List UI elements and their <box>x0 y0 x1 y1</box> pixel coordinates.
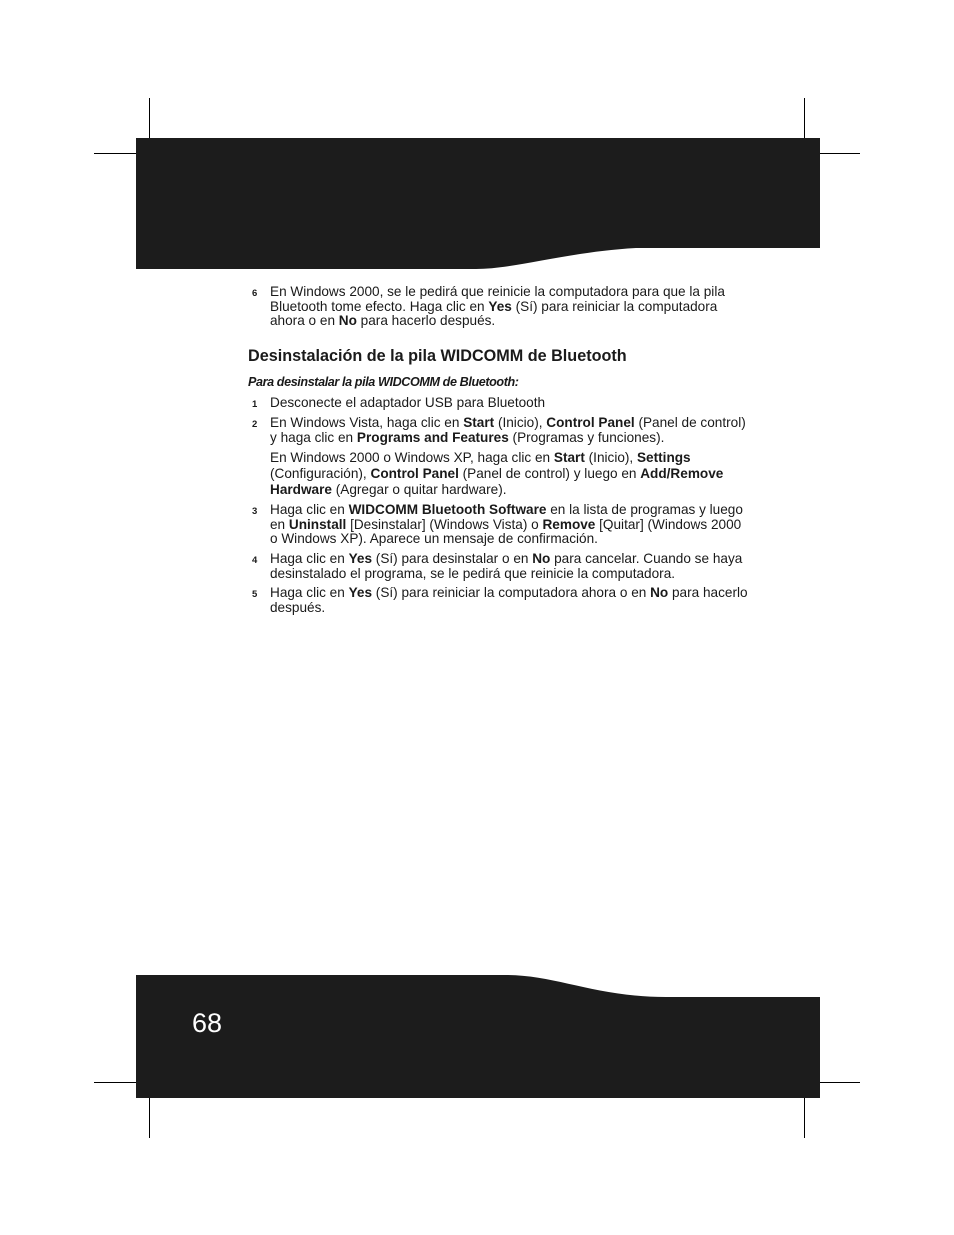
step-4 <box>248 552 748 581</box>
step-2-paragraph: En Windows 2000 o Windows XP, haga clic en Start (Inicio), Settings (Configuración), Control Panel (Panel de control) y luego en Add/Remove Hardware (Agregar o quitar hardware). <box>270 450 724 498</box>
step-number: 3 <box>252 506 258 518</box>
crop-mark-top-right-horizontal <box>818 153 860 154</box>
step-number: 5 <box>252 589 258 601</box>
header-band-shape <box>136 138 820 269</box>
section-heading: Desinstalación de la pila WIDCOMM de Bluetooth <box>248 346 627 365</box>
step-1 <box>248 396 748 411</box>
step-3 <box>248 503 748 547</box>
crop-mark-top-left-horizontal <box>94 153 136 154</box>
header-band <box>136 138 820 269</box>
step-text: Haga clic en Yes (Sí) para desinstalar o en No para cancelar. Cuando se haya desinstalado el programa, se le pedirá que reinicie la computadora. <box>270 550 743 581</box>
crop-mark-bottom-right-vertical <box>804 1096 805 1138</box>
crop-mark-bottom-right-horizontal <box>818 1082 860 1083</box>
step-text: Haga clic en Yes (Sí) para reiniciar la computadora ahora o en No para hacerlo después. <box>270 585 748 615</box>
main-content <box>248 285 748 615</box>
footer-band <box>136 975 820 1098</box>
page-number: 68 <box>192 1008 223 1038</box>
section-subheading: Para desinstalar la pila WIDCOMM de Bluetooth: <box>248 374 519 389</box>
footer-band-shape <box>136 975 820 1098</box>
step-text: En Windows Vista, haga clic en Start (Inicio), Control Panel (Panel de control) y haga clic en Programs and Features (Programas y funciones). <box>270 414 746 445</box>
step-2 <box>248 416 748 445</box>
crop-mark-bottom-left-vertical <box>149 1096 150 1138</box>
step-text: En Windows 2000, se le pedirá que reinicie la computadora para que la pila Bluetooth tome efecto. Haga clic en Yes (Sí) para reiniciar la computadora ahora o en No para hacerlo después. <box>270 284 725 329</box>
step-5 <box>248 586 748 615</box>
crop-mark-bottom-left-horizontal <box>94 1082 136 1083</box>
step-text: Haga clic en WIDCOMM Bluetooth Software en la lista de programas y luego en Uninstall [Desinstalar] (Windows Vista) o Remove [Quitar] (Windows 2000 o Windows XP). Aparece un mensaje de confirmación. <box>270 502 743 547</box>
step-text: Desconecte el adaptador USB para Bluetooth <box>270 395 546 411</box>
crop-mark-top-left-vertical <box>149 98 150 140</box>
step-number: 2 <box>252 418 258 430</box>
step-number: 1 <box>252 399 258 411</box>
step-number: 6 <box>252 288 258 299</box>
crop-mark-top-right-vertical <box>804 98 805 140</box>
step-6 <box>248 285 748 329</box>
step-number: 4 <box>252 554 258 566</box>
